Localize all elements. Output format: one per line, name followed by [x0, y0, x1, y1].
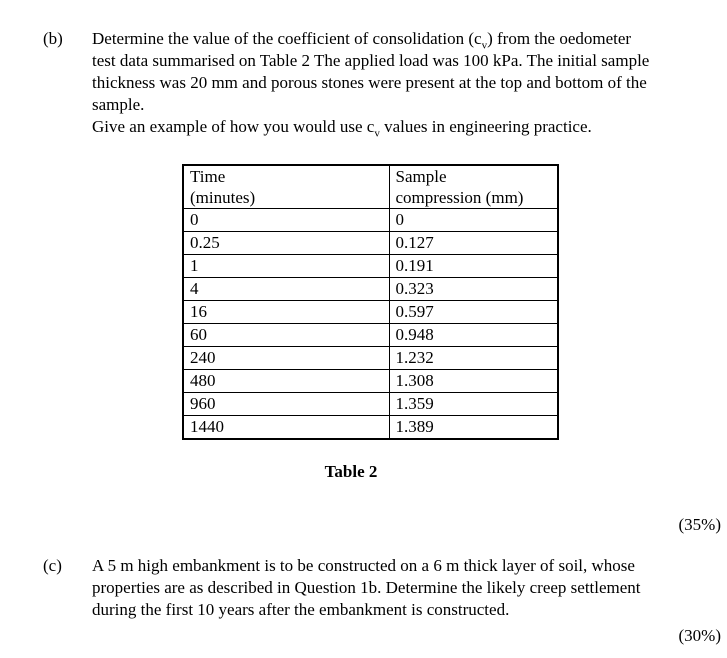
- cell-compression: 0.948: [389, 324, 558, 347]
- cell-time: 1: [183, 255, 389, 278]
- cell-compression: 1.359: [389, 393, 558, 416]
- table-row: [183, 416, 558, 440]
- cell-time: 0.25: [183, 232, 389, 255]
- table-2: [182, 164, 559, 440]
- cell-time: 60: [183, 324, 389, 347]
- cell-time: 16: [183, 301, 389, 324]
- cell-compression: 1.389: [389, 416, 558, 440]
- table-row: [183, 278, 558, 301]
- question-c: [43, 555, 727, 621]
- table-row: [183, 209, 558, 232]
- cv-subscript: v: [481, 39, 488, 52]
- cell-time: 1440: [183, 416, 389, 440]
- table-row: [183, 393, 558, 416]
- cell-compression: 0.323: [389, 278, 558, 301]
- cell-compression: 1.232: [389, 347, 558, 370]
- question-c-line2: properties are as described in Question 1b. Determine the likely creep settlement: [92, 578, 641, 597]
- cell-time: 240: [183, 347, 389, 370]
- table-row: [183, 324, 558, 347]
- table-row: [183, 301, 558, 324]
- table-row: [183, 255, 558, 278]
- question-c-label: (c): [43, 556, 62, 575]
- question-b: [43, 28, 727, 138]
- cell-compression: 0.127: [389, 232, 558, 255]
- question-c-line3: during the first 10 years after the embankment is constructed.: [92, 600, 510, 619]
- cell-compression: 0: [389, 209, 558, 232]
- question-b-line5: [92, 116, 727, 138]
- table-row: [183, 370, 558, 393]
- question-b-line4: sample.: [92, 95, 145, 114]
- cell-compression: 0.597: [389, 301, 558, 324]
- question-b-line2: test data summarised on Table 2 The applied load was 100 kPa. The initial sample: [92, 51, 650, 70]
- cell-compression: 0.191: [389, 255, 558, 278]
- question-b-text: [92, 28, 727, 138]
- cell-compression: 1.308: [389, 370, 558, 393]
- cv-subscript: v: [374, 127, 380, 140]
- table-2-caption: Table 2: [324, 462, 378, 481]
- question-c-line1: A 5 m high embankment is to be constructed on a 6 m thick layer of soil, whose: [92, 556, 635, 575]
- table-row: [183, 232, 558, 255]
- cell-time: 960: [183, 393, 389, 416]
- table-header-row: [183, 165, 558, 209]
- question-c-marks: (30%): [678, 626, 721, 645]
- column-header-time: Time (minutes): [183, 165, 389, 209]
- cell-time: 480: [183, 370, 389, 393]
- question-b-label: (b): [43, 29, 63, 48]
- question-b-line3: thickness was 20 mm and porous stones were present at the top and bottom of the: [92, 73, 647, 92]
- question-c-text: [92, 555, 727, 621]
- cell-time: 4: [183, 278, 389, 301]
- cell-time: 0: [183, 209, 389, 232]
- question-b-marks: (35%): [678, 515, 721, 534]
- question-b-line1-pre: Determine the value of the coefficient of consolidation (c: [92, 29, 482, 48]
- question-b-line1: [92, 28, 727, 50]
- column-header-compression: Sample compression (mm): [389, 165, 558, 209]
- question-b-line5-pre: Give an example of how you would use c: [92, 117, 375, 136]
- question-b-line5-post: values in engineering practice.: [379, 117, 592, 136]
- question-b-line1-post: ) from the oedometer: [487, 29, 632, 48]
- table-row: [183, 347, 558, 370]
